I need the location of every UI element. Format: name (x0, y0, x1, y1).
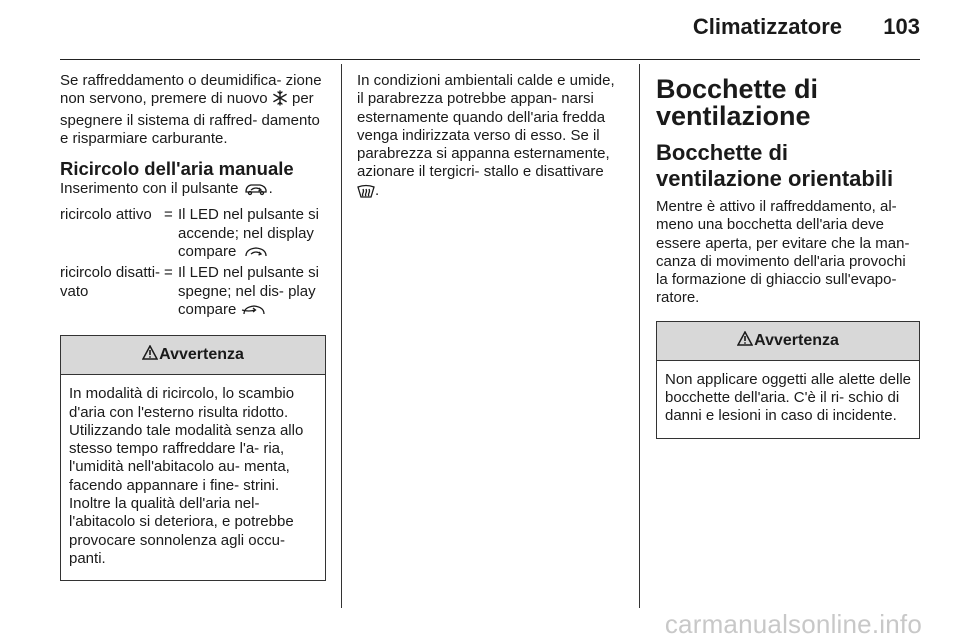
warning-header: Avvertenza (657, 322, 919, 361)
definition-row: ricircolo disatti- vato = Il LED nel pulsante si spegne; nel dis- play compare (60, 264, 326, 322)
vents-paragraph: Mentre è attivo il raffreddamento, al- meno una bocchetta dell'aria deve essere aperta, per evitare che la man- canza di movimento dell'aria provochi la formazione di ghiaccio sull'evapo- ratore. (656, 198, 910, 307)
watermark: carmanualsonline.info (664, 609, 922, 639)
warning-triangle-icon (142, 345, 158, 365)
warning-text: Non applicare oggetti alle alette delle bocchette dell'aria. C'è il ri- schio di danni e lesioni in caso di incidente. (665, 370, 911, 425)
fresh-air-icon (241, 303, 267, 322)
definition-row: ricircolo attivo = Il LED nel pulsante si accende; nel display compare (60, 206, 326, 264)
page-header-title: Climatizzatore (692, 14, 842, 39)
recirculation-intro: Inserimento con il pulsante . (60, 180, 326, 201)
warning-header: Avvertenza (61, 336, 325, 375)
column-right (656, 72, 920, 439)
section-heading: Bocchette di ventilazione (656, 74, 819, 131)
snowflake-icon (272, 90, 288, 111)
recirculation-icon (243, 182, 269, 201)
column-left (60, 72, 326, 581)
page-number: 103 (883, 14, 920, 39)
recirculation-heading: Ricircolo dell'aria manuale (60, 158, 294, 180)
header-rule (60, 59, 920, 60)
column-divider (639, 64, 640, 608)
recirculation-icon (243, 245, 269, 264)
definition-list (60, 206, 326, 322)
intro-paragraph: Se raffreddamento o deumidifica- zione non servono, premere di nuovo per spegnere il sistema di raffred- damento e risparmiare carburante. (60, 72, 322, 147)
column-divider (341, 64, 342, 608)
windscreen-defrost-icon (357, 184, 375, 203)
warning-box (656, 321, 920, 439)
column-middle (357, 72, 625, 203)
warning-text: In modalità di ricircolo, lo scambio d'aria con l'esterno risulta ridotto. Utilizzando tale modalità senza allo stesso tempo raffreddare l'a- ria, l'umidità nell'abitacolo au- menta, facendo appannare i fine- strini. Inoltre la qualità dell'aria nel- l'abitacolo si deteriora, e potrebbe provocare sonnolenza agli occu- panti. (69, 385, 304, 567)
defog-paragraph: In condizioni ambientali calde e umide, il parabrezza potrebbe appan- narsi esternamente quando dell'aria fredda venga indirizzata verso di esso. Se il parabrezza si appanna esternamente, azionare il tergicri- stallo e disattivare . (357, 72, 625, 203)
warning-triangle-icon (737, 331, 753, 351)
warning-box (60, 335, 326, 581)
subsection-heading: Bocchette di ventilazione orientabili (656, 140, 894, 191)
